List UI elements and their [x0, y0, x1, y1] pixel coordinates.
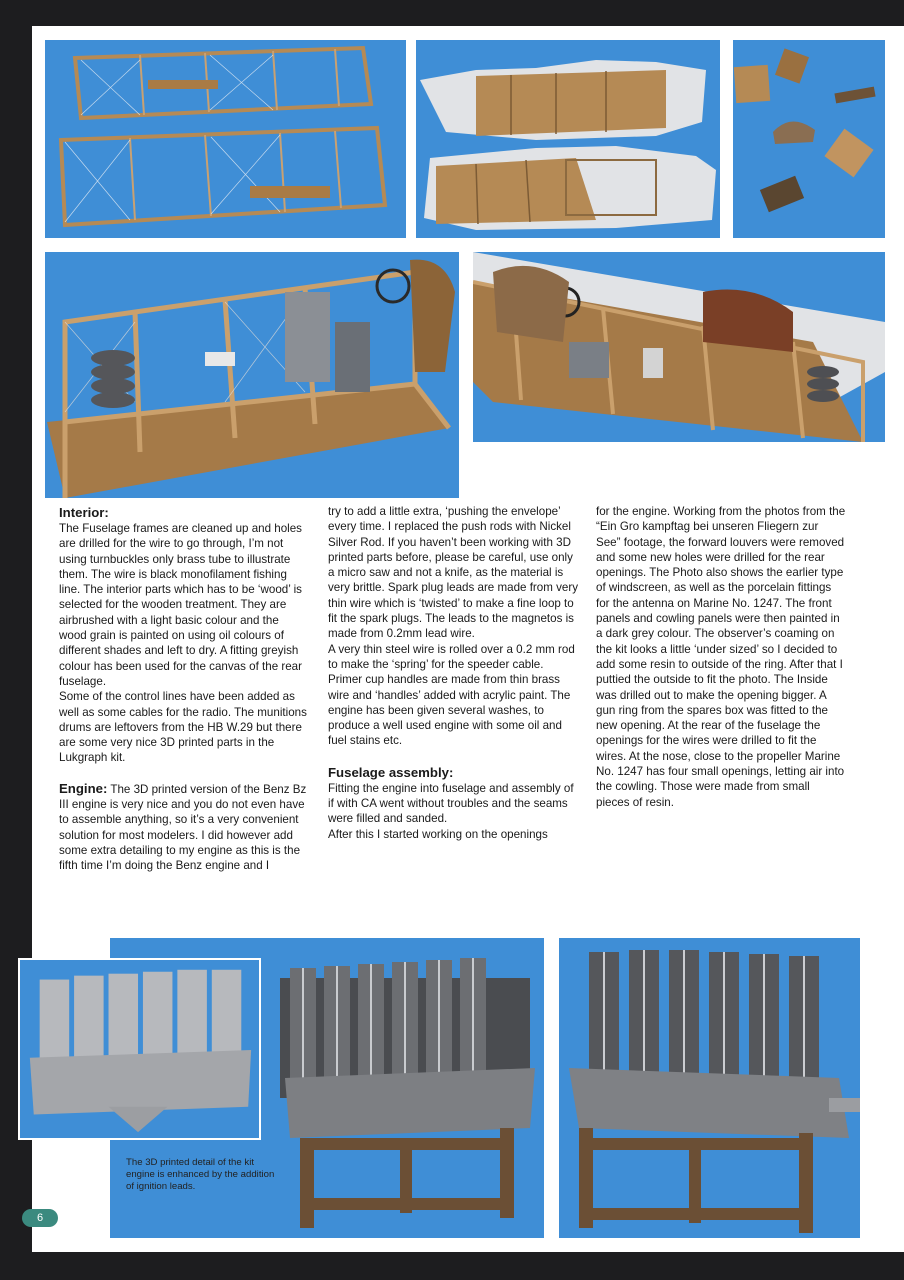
- fuselage-interior-photo-2: [473, 252, 885, 442]
- interior-text-2: Some of the control lines have been added as well as some cables for the radio. The munitions drums are leftovers from the HB W.29 but there are some very nice 3D printed parts in the Lukgraph kit.: [59, 690, 307, 765]
- engine-caption: The 3D printed detail of the kit engine is enhanced by the addition of ignition leads.: [126, 1157, 275, 1192]
- col2-text-2: A very thin steel wire is rolled over a 0.2 mm rod to make the ‘spring’ for the speeder cable. Primer cup handles are made from thin brass wire and ‘handles’ added with acrylic paint. The engine has been given several washes, to produce a well used engine with some oil and fuel stains etc.: [328, 642, 575, 748]
- interior-heading: Interior:: [59, 505, 109, 520]
- fuselage-text-2: After this I started working on the openings: [328, 827, 548, 841]
- small-parts-photo: [733, 40, 885, 238]
- engine-text: The 3D printed version of the Benz Bz III engine is very nice and you do not even have to assemble anything, so it’s a very convenient solution for most modelers. I did however add some extra detailing to my engine as this is the fifth time I’m doing the Benz engine and I: [59, 782, 307, 873]
- page-number-badge: 6: [22, 1209, 58, 1227]
- magazine-page: [32, 26, 904, 1252]
- article-column-3: [596, 504, 846, 810]
- article-column-1: [59, 504, 309, 874]
- interior-text: The Fuselage frames are cleaned up and holes are drilled for the wire to go through, I’m not using turnbuckles only brass tube to illustrate them. The wire is black monofilament fishing line. The interior parts which has to be ‘wood’ is selected for the wooden treatment. They are airbrushed with a light basic colour and the wood grain is painted on using oil colours of different shades and left to dry. A fitting greyish colour has been used for the canvas of the rear fuselage.: [59, 522, 302, 688]
- fuselage-sides-photo: [416, 40, 720, 238]
- wooden-frame-photo: [45, 40, 406, 238]
- fuselage-text: Fitting the engine into fuselage and assembly of if with CA went without troubles and the seams were filled and sanded.: [328, 781, 574, 826]
- col3-text: for the engine. Working from the photos from the “Ein Gro kampftag bei unseren Fliegern zur See” footage, the forward louvers were removed and some new holes were drilled for the rear openings. The Photo also shows the earlier type of windscreen, as well as the porcelain fittings for the antenna on Marine No. 1247. The front panels and cowling panels were then painted in a dark grey colour. The observer’s coaming on the kit looks a little ‘under sized’ so I decided to add some resin to outside of the ring. After that I puttied the outside to fit the photo. The Inside was drilled out to make the opening bigger. A gun ring from the spares box was fitted to the new opening. At the rear of the fuselage the openings for the wires were drilled to fit the wires. At the nose, close to the propeller Marine No. 1247 has four small openings, letting air into the cowling. Those were made from small pieces of resin.: [596, 505, 846, 809]
- printed-engine-photo: [18, 958, 261, 1140]
- fuselage-interior-photo: [45, 252, 459, 498]
- painted-engine-photo-2: [559, 938, 860, 1238]
- engine-paragraph: [59, 781, 309, 874]
- article-column-2: [328, 504, 578, 842]
- engine-heading: Engine:: [59, 780, 108, 796]
- col2-text-1: try to add a little extra, ‘pushing the envelope’ every time. I replaced the push rods with Nickel Silver Rod. If you haven’t been working with 3D printed parts before, please be careful, use only a micro saw and not a knife, as the material is very brittle. Spark plug leads are made from very thin wire which is ‘twisted’ to make a fine loop to fit the spark plugs. The leads to the magnetos is made from 0.2mm lead wire.: [328, 505, 579, 641]
- fuselage-heading: Fuselage assembly:: [328, 764, 454, 780]
